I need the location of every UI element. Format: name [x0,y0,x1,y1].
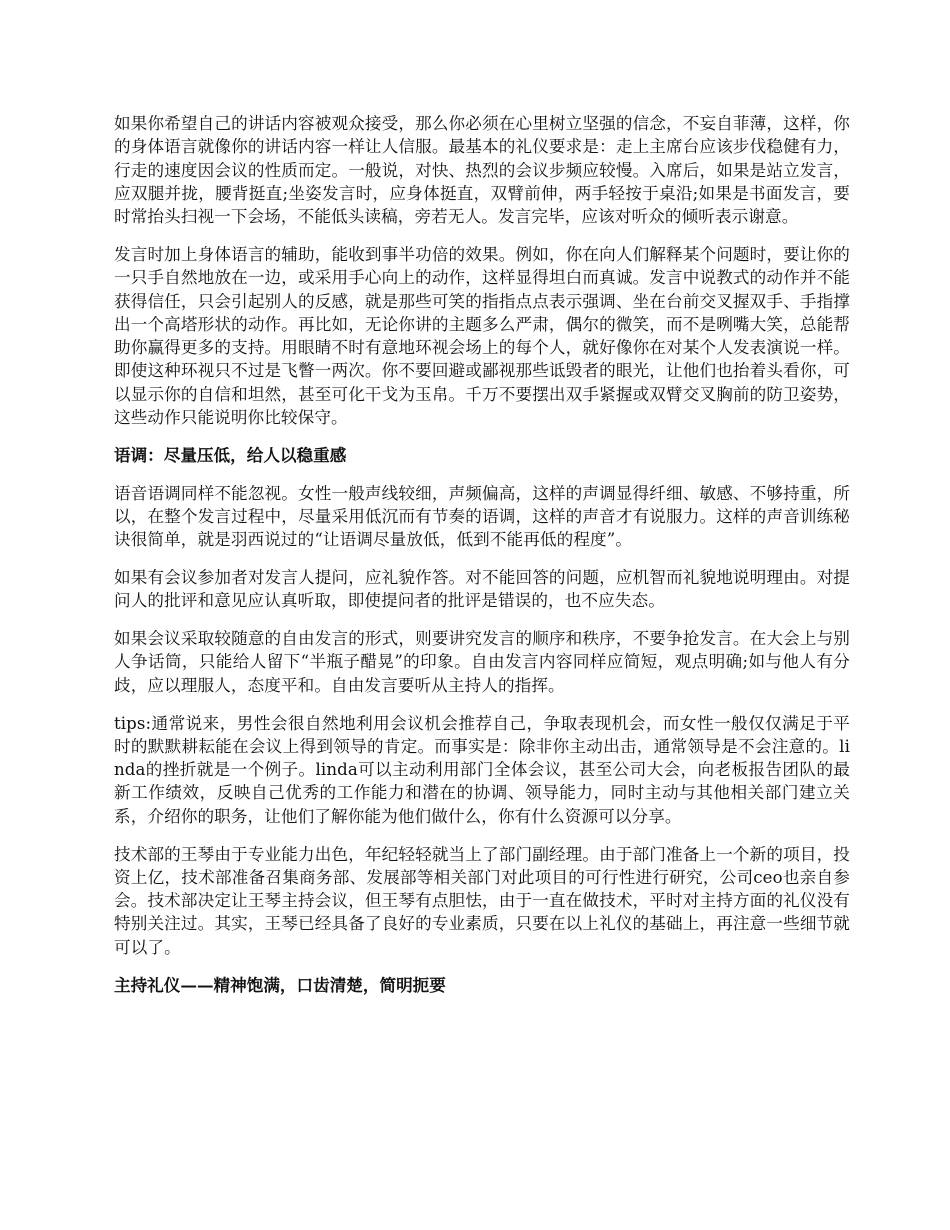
document-page [114,112,850,1011]
paragraph-answering-questions: 如果有会议参加者对发言人提问，应礼貌作答。对不能回答的问题，应机智而礼貌地说明理由。对提问人的批评和意见应认真听取，即使提问者的批评是错误的，也不应失态。 [114,568,850,611]
heading-intonation: 语调：尽量压低，给人以稳重感 [114,444,347,465]
paragraph-wang-qin-story: 技术部的王琴由于专业能力出色，年纪轻轻就当上了部门副经理。由于部门准备上一个新的项目，投资上亿，技术部准备召集商务部、发展部等相关部门对此项目的可行性进行研究，公司ceo也亲自参会。技术部决定让王琴主持会议，但王琴有点胆怯，由于一直在做技术，平时对主持方面的礼仪没有特别关注过。其实，王琴已经具备了良好的专业素质，只要在以上礼仪的基础上，再注意一些细节就可以了。 [114,844,850,957]
paragraph-speaking-posture: 如果你希望自己的讲话内容被观众接受，那么你必须在心里树立坚强的信念，不妄自菲薄，这样，你的身体语言就像你的讲话内容一样让人信服。最基本的礼仪要求是：走上主席台应该步伐稳健有力，行走的速度因会议的性质而定。一般说，对快、热烈的会议步频应较慢。入席后，如果是站立发言，应双腿并拢，腰背挺直;坐姿发言时，应身体挺直，双臂前伸，两手轻按于桌沿;如果是书面发言，要时常抬头扫视一下会场，不能低头读稿，旁若无人。发言完毕，应该对听众的倾听表示谢意。 [114,114,850,227]
paragraph-voice-tone: 语音语调同样不能忽视。女性一般声线较细，声频偏高，这样的声调显得纤细、敏感、不够持重，所以，在整个发言过程中，尽量采用低沉而有节奏的语调，这样的声音才有说服力。这样的声音训练秘诀很简单，就是羽西说过的“让语调尽量放低，低到不能再低的程度”。 [114,483,850,550]
paragraph-tips: tips:通常说来，男性会很自然地利用会议机会推荐自己，争取表现机会，而女性一般仅仅满足于平时的默默耕耘能在会议上得到领导的肯定。而事实是：除非你主动出击，通常领导是不会注意的。linda的挫折就是一个例子。linda可以主动利用部门全体会议，甚至公司大会，向老板报告团队的最新工作绩效，反映自己优秀的工作能力和潜在的协调、领导能力，同时主动与其他相关部门建立关系，介绍你的职务，让他们了解你能为他们做什么，你有什么资源可以分享。 [114,713,850,826]
paragraph-free-speech: 如果会议采取较随意的自由发言的形式，则要讲究发言的顺序和秩序，不要争抢发言。在大会上与别人争话筒，只能给人留下“半瓶子醋晃”的印象。自由发言内容同样应简短，观点明确;如与他人有分歧，应以理服人，态度平和。自由发言要听从主持人的指挥。 [114,629,850,695]
paragraph-body-language: 发言时加上身体语言的辅助，能收到事半功倍的效果。例如，你在向人们解释某个问题时，要让你的一只手自然地放在一边，或采用手心向上的动作，这样显得坦白而真诚。发言中说教式的动作并不能获得信任，只会引起别人的反感，就是那些可笑的指指点点表示强调、坐在台前交叉握双手、手指撑出一个高塔形状的动作。再比如，无论你讲的主题多么严肃，偶尔的微笑，而不是咧嘴大笑，总能帮助你赢得更多的支持。用眼睛不时有意地环视会场上的每个人，就好像你在对某个人发表演说一样。即使这种环视只不过是飞瞥一两次。你不要回避或鄙视那些诋毁者的眼光，让他们也抬着头看你，可以显示你的自信和坦然，甚至可化干戈为玉帛。千万不要摆出双手紧握或双臂交叉胸前的防卫姿势，这些动作只能说明你比较保守。 [114,244,850,428]
heading-host-etiquette: 主持礼仪——精神饱满，口齿清楚，简明扼要 [114,974,446,995]
